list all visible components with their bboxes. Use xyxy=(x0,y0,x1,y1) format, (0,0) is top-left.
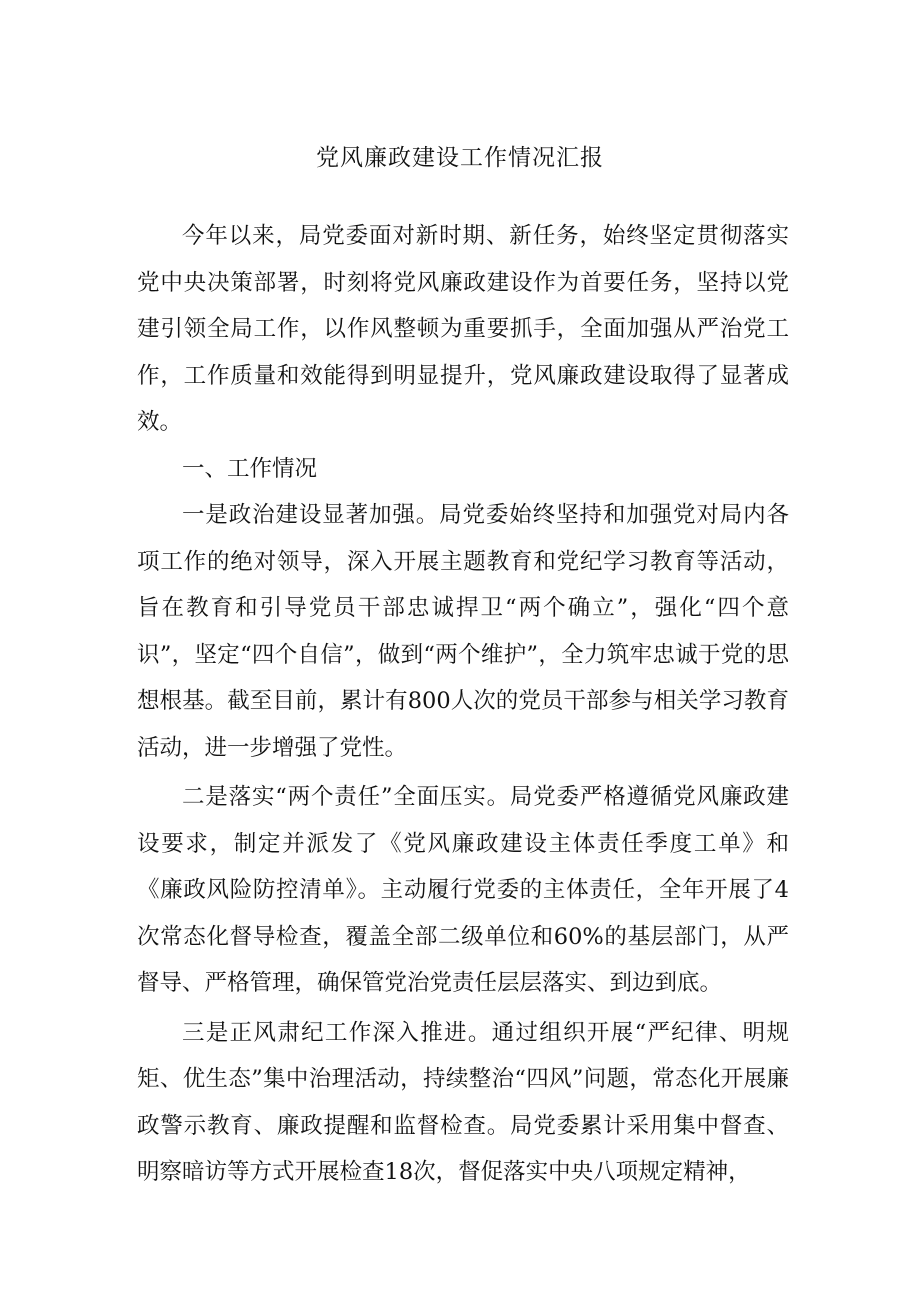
intro-paragraph: 今年以来，局党委面对新时期、新任务，始终坚定贯彻落实党中央决策部署，时刻将党风廉政建设作为首要任务，坚持以党建引领全局工作，以作风整顿为重要抓手，全面加强从严治党工作，工作质量和效能得到明显提升，党风廉政建设取得了显著成效。 xyxy=(137,223,789,435)
paragraph-discipline: 三是正风肃纪工作深入推进。通过组织开展“严纪律、明规矩、优生态”集中治理活动，持续整治“四风”问题，常态化开展廉政警示教育、廉政提醒和监督检查。局党委累计采用集中督查、明察暗访等方式开展检查18次，督促落实中央八项规定精神， xyxy=(137,1019,789,1185)
paragraph-political-building: 一是政治建设显著加强。局党委始终坚持和加强党对局内各项工作的绝对领导，深入开展主题教育和党纪学习教育等活动，旨在教育和引导党员干部忠诚捍卫“两个确立”，强化“四个意识”，坚定“四个自信”，做到“两个维护”，全力筑牢忠诚于党的思想根基。截至目前，累计有800人次的党员干部参与相关学习教育活动，进一步增强了党性。 xyxy=(137,502,789,761)
section-heading: 一、工作情况 xyxy=(182,455,318,482)
paragraph-two-responsibilities: 二是落实“两个责任”全面压实。局党委严格遵循党风廉政建设要求，制定并派发了《党风廉政建设主体责任季度工单》和《廉政风险防控清单》。主动履行党委的主体责任，全年开展了4次常态化督导检查，覆盖全部二级单位和60%的基层部门，从严督导、严格管理，确保管党治党责任层层落实、到边到底。 xyxy=(137,784,789,996)
document-title: 党风廉政建设工作情况汇报 xyxy=(316,145,604,171)
document-body xyxy=(137,213,789,1196)
